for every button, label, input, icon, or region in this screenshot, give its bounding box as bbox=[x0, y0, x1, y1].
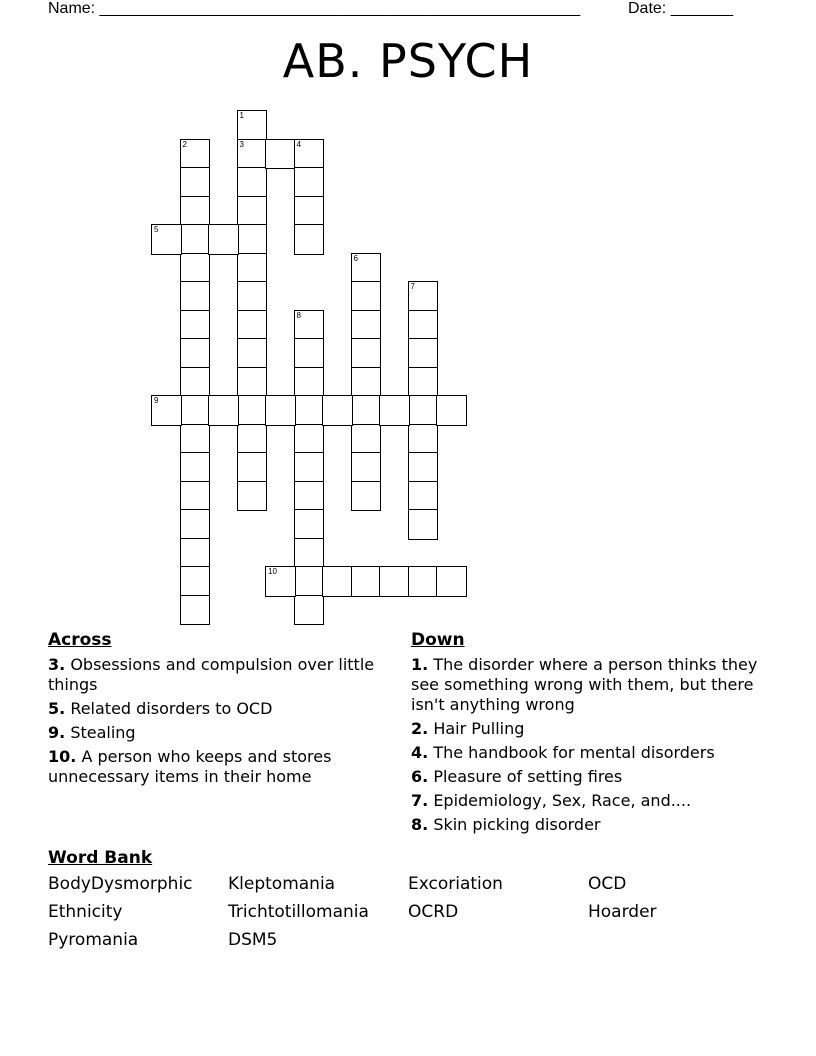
grid-cell[interactable] bbox=[379, 566, 410, 597]
grid-cell[interactable] bbox=[208, 395, 239, 426]
word-bank-item: OCD bbox=[588, 874, 627, 894]
grid-cell[interactable] bbox=[294, 196, 325, 227]
grid-cell[interactable] bbox=[351, 566, 382, 597]
grid-cell[interactable] bbox=[180, 338, 211, 369]
grid-cell[interactable] bbox=[237, 338, 268, 369]
word-bank-item: Kleptomania bbox=[228, 874, 336, 894]
clue-number: 4 bbox=[296, 139, 301, 149]
word-bank-item: DSM5 bbox=[228, 930, 278, 950]
grid-cell[interactable] bbox=[151, 224, 182, 255]
clue-number: 7 bbox=[410, 282, 415, 291]
grid-cell[interactable] bbox=[237, 196, 268, 227]
grid-cell[interactable] bbox=[237, 167, 268, 198]
grid-cell[interactable] bbox=[294, 538, 325, 569]
grid-cell[interactable] bbox=[237, 253, 268, 284]
grid-cell[interactable] bbox=[294, 167, 325, 198]
grid-cell[interactable] bbox=[294, 338, 325, 369]
word-bank bbox=[48, 848, 768, 950]
word-bank-item: Excoriation bbox=[408, 874, 503, 894]
grid-cell[interactable] bbox=[294, 595, 325, 626]
grid-cell[interactable] bbox=[294, 310, 325, 341]
across-clue-9: 9. Stealing bbox=[48, 723, 136, 742]
down-clue-6: 6. Pleasure of setting fires bbox=[411, 767, 623, 786]
grid-cell[interactable] bbox=[408, 338, 439, 369]
clue-number: 2 bbox=[182, 139, 187, 149]
word-bank-heading: Word Bank bbox=[48, 848, 153, 868]
page-title: AB. PSYCH bbox=[282, 34, 534, 88]
grid-cell[interactable] bbox=[180, 538, 211, 569]
word-bank-item: BodyDysmorphic bbox=[48, 874, 193, 894]
grid-cell[interactable] bbox=[294, 139, 325, 170]
word-bank-item: Trichtotillomania bbox=[228, 902, 369, 922]
grid-cell[interactable] bbox=[351, 367, 382, 398]
grid-cell[interactable] bbox=[294, 509, 325, 540]
grid-cell[interactable] bbox=[294, 452, 325, 483]
grid-cell[interactable] bbox=[237, 110, 268, 141]
grid-cell[interactable] bbox=[180, 566, 211, 597]
grid-cell[interactable] bbox=[237, 452, 268, 483]
grid-cell[interactable] bbox=[408, 509, 439, 540]
grid-cell[interactable] bbox=[436, 566, 467, 597]
grid-cell[interactable] bbox=[265, 395, 296, 426]
down-clue-2: 2. Hair Pulling bbox=[411, 719, 525, 738]
grid-cell[interactable] bbox=[408, 367, 439, 398]
grid-cell[interactable] bbox=[351, 424, 382, 455]
word-bank-item: Hoarder bbox=[588, 902, 657, 922]
grid-cell[interactable] bbox=[294, 367, 325, 398]
grid-cell[interactable] bbox=[180, 167, 211, 198]
across-clue-5: 5. Related disorders to OCD bbox=[48, 699, 273, 718]
grid-cell[interactable] bbox=[208, 224, 239, 255]
clue-number: 6 bbox=[353, 253, 358, 263]
date-field: Date: _______ bbox=[628, 0, 733, 17]
across-clues bbox=[48, 630, 378, 791]
grid-cell[interactable] bbox=[436, 395, 467, 426]
grid-cell[interactable] bbox=[351, 395, 382, 426]
grid-cell[interactable] bbox=[408, 481, 439, 512]
grid-cell[interactable] bbox=[180, 196, 211, 227]
grid-cell[interactable] bbox=[408, 281, 439, 312]
word-bank-item: Pyromania bbox=[48, 930, 139, 950]
grid-cell[interactable] bbox=[237, 224, 268, 255]
grid-cell[interactable] bbox=[351, 253, 382, 284]
grid-cell[interactable] bbox=[351, 481, 382, 512]
grid-cell[interactable] bbox=[180, 139, 211, 170]
grid-cell[interactable] bbox=[408, 566, 439, 597]
grid-cell[interactable] bbox=[351, 452, 382, 483]
across-heading: Across bbox=[48, 630, 112, 650]
clue-number: 8 bbox=[296, 310, 301, 320]
grid-cell[interactable] bbox=[180, 424, 211, 455]
grid-cell[interactable] bbox=[351, 310, 382, 341]
grid-cell[interactable] bbox=[294, 395, 325, 426]
grid-cell[interactable] bbox=[265, 139, 296, 170]
down-clues bbox=[411, 630, 761, 839]
grid-cell[interactable] bbox=[322, 395, 353, 426]
grid-cell[interactable] bbox=[151, 395, 182, 426]
clue-number: 9 bbox=[154, 396, 159, 405]
grid-cell[interactable] bbox=[180, 395, 211, 426]
grid-cell[interactable] bbox=[237, 281, 268, 312]
grid-cell[interactable] bbox=[408, 452, 439, 483]
grid-cell[interactable] bbox=[180, 224, 211, 255]
name-field: Name: ______________________________________________________ bbox=[48, 0, 581, 17]
grid-cell[interactable] bbox=[180, 481, 211, 512]
grid-cell[interactable] bbox=[294, 424, 325, 455]
grid-cell[interactable] bbox=[294, 481, 325, 512]
grid-cell[interactable] bbox=[408, 395, 439, 426]
grid-cell[interactable] bbox=[237, 139, 268, 170]
clue-number: 1 bbox=[239, 111, 244, 120]
down-clue-7: 7. Epidemiology, Sex, Race, and.... bbox=[411, 791, 692, 810]
across-clue-3: 3. Obsessions and compulsion over little things bbox=[48, 655, 375, 694]
down-clue-8: 8. Skin picking disorder bbox=[411, 815, 601, 834]
grid-cell[interactable] bbox=[180, 509, 211, 540]
grid-cell[interactable] bbox=[322, 566, 353, 597]
grid-cell[interactable] bbox=[265, 566, 296, 597]
grid-cell[interactable] bbox=[180, 281, 211, 312]
grid-cell[interactable] bbox=[180, 367, 211, 398]
grid-cell[interactable] bbox=[180, 253, 211, 284]
across-clue-10: 10. A person who keeps and stores unnecessary items in their home bbox=[48, 747, 332, 786]
down-heading: Down bbox=[411, 630, 465, 650]
grid-cell[interactable] bbox=[408, 424, 439, 455]
grid-cell[interactable] bbox=[180, 452, 211, 483]
grid-cell[interactable] bbox=[237, 310, 268, 341]
clue-number: 10 bbox=[268, 567, 277, 576]
grid-cell[interactable] bbox=[180, 310, 211, 341]
word-bank-item: OCRD bbox=[408, 902, 459, 922]
grid-cell[interactable] bbox=[294, 224, 325, 255]
clue-number: 5 bbox=[154, 225, 159, 234]
down-clue-1: 1. The disorder where a person thinks they see something wrong with them, but there isn't anything wrong bbox=[411, 655, 758, 714]
grid-cell[interactable] bbox=[351, 281, 382, 312]
grid-cell[interactable] bbox=[180, 595, 211, 626]
grid-cell[interactable] bbox=[294, 566, 325, 597]
grid-cell[interactable] bbox=[237, 395, 268, 426]
grid-cell[interactable] bbox=[237, 367, 268, 398]
grid-cell[interactable] bbox=[379, 395, 410, 426]
grid-cell[interactable] bbox=[408, 310, 439, 341]
word-bank-item: Ethnicity bbox=[48, 902, 123, 922]
grid-cell[interactable] bbox=[237, 424, 268, 455]
grid-cell[interactable] bbox=[351, 338, 382, 369]
grid-cell[interactable] bbox=[237, 481, 268, 512]
down-clue-4: 4. The handbook for mental disorders bbox=[411, 743, 715, 762]
clue-number: 3 bbox=[239, 139, 244, 149]
